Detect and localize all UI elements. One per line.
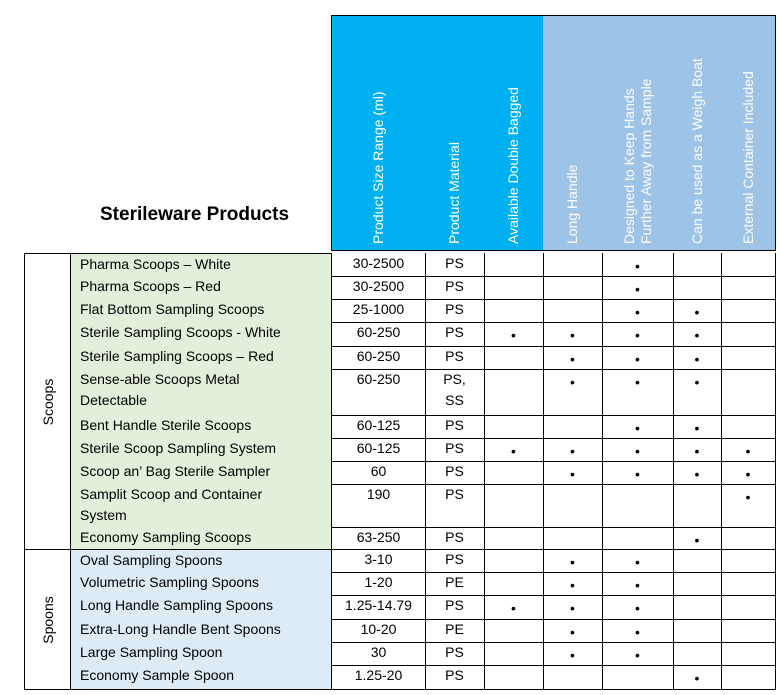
table-row-mark-double-bagged	[484, 484, 544, 528]
table-row-mark-double-bagged	[484, 253, 544, 277]
table-row-size-range: 1.25-20	[331, 665, 426, 690]
table-row-mark-keep-hands-away: •	[602, 276, 674, 300]
table-row-material: PS	[425, 527, 485, 550]
table-row-mark-keep-hands-away: •	[602, 595, 674, 620]
table-row-product-name: Pharma Scoops – Red	[71, 276, 332, 300]
table-row-product-name: Scoop an’ Bag Sterile Sampler	[71, 461, 332, 485]
column-header-external-container	[721, 15, 776, 251]
table-row-mark-keep-hands-away: •	[602, 369, 674, 416]
table-row-mark-double-bagged: •	[484, 322, 544, 347]
table-row-product-name: Bent Handle Sterile Scoops	[71, 415, 332, 439]
table-row-product-name: Sterile Sampling Scoops - White	[71, 322, 332, 347]
table-row-material: PS	[425, 595, 485, 620]
table-row-material: PE	[425, 572, 485, 596]
table-row-mark-weigh-boat	[673, 484, 722, 528]
table-row-mark-long-handle: •	[543, 642, 603, 666]
table-row-mark-keep-hands-away: •	[602, 415, 674, 439]
table-row-mark-external-container	[721, 253, 776, 277]
column-header-keep-hands-away	[602, 15, 674, 251]
table-row-mark-external-container: •	[721, 438, 776, 462]
table-row-mark-external-container	[721, 665, 776, 690]
table-row-mark-double-bagged	[484, 415, 544, 439]
table-row-mark-external-container: •	[721, 484, 776, 528]
table-row-size-range: 3-10	[331, 549, 426, 573]
table-row-mark-weigh-boat: •	[673, 665, 722, 690]
table-row-mark-long-handle	[543, 253, 603, 277]
table-row-mark-double-bagged	[484, 346, 544, 370]
column-header-label: Product Size Range (ml)	[370, 91, 386, 244]
table-row-material: PS	[425, 346, 485, 370]
table-row-mark-double-bagged	[484, 619, 544, 643]
table-row-mark-double-bagged: •	[484, 438, 544, 462]
table-row-mark-weigh-boat: •	[673, 461, 722, 485]
table-row-mark-weigh-boat	[673, 253, 722, 277]
table-row-size-range: 60	[331, 461, 426, 485]
table-row-product-name: Oval Sampling Spoons	[71, 549, 332, 573]
column-header-weigh-boat	[673, 15, 722, 251]
table-row-mark-keep-hands-away: •	[602, 299, 674, 323]
table-row-mark-keep-hands-away: •	[602, 642, 674, 666]
table-row-size-range: 60-250	[331, 346, 426, 370]
table-row-mark-long-handle: •	[543, 322, 603, 347]
table-row-mark-double-bagged	[484, 549, 544, 573]
table-row-mark-external-container	[721, 595, 776, 620]
table-row-mark-long-handle: •	[543, 369, 603, 416]
table-row-material: PS	[425, 549, 485, 573]
column-header-double-bagged	[484, 15, 544, 251]
table-row-mark-weigh-boat	[673, 276, 722, 300]
table-row-material: PS	[425, 253, 485, 277]
table-row-size-range: 25-1000	[331, 299, 426, 323]
table-row-mark-keep-hands-away: •	[602, 572, 674, 596]
table-row-size-range: 190	[331, 484, 426, 528]
table-row-product-name: Economy Sample Spoon	[71, 665, 332, 690]
table-row-size-range: 30	[331, 642, 426, 666]
table-row-mark-external-container	[721, 276, 776, 300]
table-row-size-range: 30-2500	[331, 253, 426, 277]
table-row-material: PE	[425, 619, 485, 643]
table-row-mark-weigh-boat: •	[673, 527, 722, 550]
column-header-label: Can be used as a Weigh Boat	[688, 58, 705, 244]
table-row-mark-external-container	[721, 527, 776, 550]
column-header-material	[425, 15, 485, 251]
group-label-spoons	[24, 549, 71, 690]
table-row-mark-keep-hands-away: •	[602, 461, 674, 485]
table-row-mark-weigh-boat: •	[673, 415, 722, 439]
table-row-mark-keep-hands-away: •	[602, 322, 674, 347]
table-row-product-name: Large Sampling Spoon	[71, 642, 332, 666]
table-row-mark-weigh-boat: •	[673, 346, 722, 370]
table-row-mark-keep-hands-away: •	[602, 438, 674, 462]
table-row-mark-long-handle: •	[543, 549, 603, 573]
table-row-mark-double-bagged	[484, 461, 544, 485]
table-row-mark-weigh-boat	[673, 572, 722, 596]
table-row-material: PS	[425, 642, 485, 666]
table-row-product-name: Pharma Scoops – White	[71, 253, 332, 277]
table-row-mark-external-container	[721, 642, 776, 666]
table-row-mark-long-handle	[543, 665, 603, 690]
group-label-text: Spoons	[39, 595, 56, 644]
table-row-mark-weigh-boat	[673, 595, 722, 620]
table-row-mark-keep-hands-away: •	[602, 253, 674, 277]
table-row-size-range: 10-20	[331, 619, 426, 643]
table-row-mark-long-handle	[543, 276, 603, 300]
table-row-mark-double-bagged	[484, 369, 544, 416]
table-row-mark-double-bagged	[484, 527, 544, 550]
group-label-text: Scoops	[39, 378, 56, 425]
table-row-mark-keep-hands-away	[602, 527, 674, 550]
table-row-size-range: 60-125	[331, 438, 426, 462]
table-row-mark-external-container	[721, 369, 776, 416]
table-row-mark-double-bagged: •	[484, 595, 544, 620]
table-row-material: PS	[425, 322, 485, 347]
table-row-product-name: Sense-able Scoops Metal Detectable	[71, 369, 332, 416]
table-row-mark-double-bagged	[484, 572, 544, 596]
table-row-product-name: Extra-Long Handle Bent Spoons	[71, 619, 332, 643]
table-row-mark-weigh-boat: •	[673, 322, 722, 347]
table-row-mark-external-container	[721, 346, 776, 370]
table-row-material: PS	[425, 276, 485, 300]
table-row-mark-weigh-boat: •	[673, 369, 722, 416]
column-header-size-range	[331, 15, 426, 251]
column-header-label: Designed to Keep Hands Further Away from Sample	[620, 78, 654, 244]
table-row-mark-long-handle	[543, 415, 603, 439]
table-row-mark-external-container: •	[721, 461, 776, 485]
table-row-mark-long-handle: •	[543, 461, 603, 485]
table-row-mark-external-container	[721, 572, 776, 596]
table-row-product-name: Flat Bottom Sampling Scoops	[71, 299, 332, 323]
table-row-mark-weigh-boat	[673, 549, 722, 573]
table-row-material: PS	[425, 299, 485, 323]
table-row-mark-long-handle: •	[543, 595, 603, 620]
table-row-mark-external-container	[721, 299, 776, 323]
column-header-label: External Container Included	[739, 71, 756, 244]
table-row-size-range: 63-250	[331, 527, 426, 550]
table-row-mark-weigh-boat	[673, 619, 722, 643]
table-row-mark-weigh-boat	[673, 642, 722, 666]
table-row-mark-double-bagged	[484, 299, 544, 323]
table-row-product-name: Economy Sampling Scoops	[71, 527, 332, 550]
table-row-mark-long-handle: •	[543, 572, 603, 596]
table-row-material: PS	[425, 438, 485, 462]
table-row-size-range: 1.25-14.79	[331, 595, 426, 620]
group-label-scoops	[24, 253, 71, 550]
table-row-mark-double-bagged	[484, 642, 544, 666]
page-title: Sterileware Products	[100, 204, 290, 225]
table-row-mark-weigh-boat: •	[673, 438, 722, 462]
table-row-mark-double-bagged	[484, 276, 544, 300]
table-row-size-range: 60-125	[331, 415, 426, 439]
table-row-product-name: Sterile Scoop Sampling System	[71, 438, 332, 462]
table-row-mark-keep-hands-away: •	[602, 346, 674, 370]
table-row-mark-long-handle	[543, 484, 603, 528]
table-row-mark-long-handle: •	[543, 619, 603, 643]
table-row-mark-keep-hands-away: •	[602, 619, 674, 643]
table-row-mark-long-handle	[543, 299, 603, 323]
column-header-label: Product Material	[446, 142, 462, 244]
table-row-size-range: 60-250	[331, 369, 426, 416]
table-row-mark-long-handle	[543, 527, 603, 550]
table-row-material: PS	[425, 415, 485, 439]
column-header-label: Long Handle	[564, 164, 580, 244]
table-row-mark-long-handle: •	[543, 438, 603, 462]
table-row-material: PS, SS	[425, 369, 485, 416]
table-row-product-name: Long Handle Sampling Spoons	[71, 595, 332, 620]
table-row-mark-long-handle: •	[543, 346, 603, 370]
table-row-mark-weigh-boat: •	[673, 299, 722, 323]
table-row-mark-keep-hands-away	[602, 665, 674, 690]
table-row-product-name: Samplit Scoop and Container System	[71, 484, 332, 528]
table-row-mark-keep-hands-away: •	[602, 549, 674, 573]
table-row-material: PS	[425, 665, 485, 690]
table-row-size-range: 1-20	[331, 572, 426, 596]
column-header-long-handle	[543, 15, 603, 251]
table-row-mark-external-container	[721, 549, 776, 573]
table-row-mark-external-container	[721, 415, 776, 439]
table-row-material: PS	[425, 461, 485, 485]
table-row-product-name: Volumetric Sampling Spoons	[71, 572, 332, 596]
table-row-size-range: 60-250	[331, 322, 426, 347]
table-row-material: PS	[425, 484, 485, 528]
table-row-mark-external-container	[721, 322, 776, 347]
table-row-mark-keep-hands-away	[602, 484, 674, 528]
table-row-mark-double-bagged	[484, 665, 544, 690]
table-row-mark-external-container	[721, 619, 776, 643]
table-row-product-name: Sterile Sampling Scoops – Red	[71, 346, 332, 370]
table-row-size-range: 30-2500	[331, 276, 426, 300]
column-header-label: Available Double Bagged	[505, 87, 521, 244]
